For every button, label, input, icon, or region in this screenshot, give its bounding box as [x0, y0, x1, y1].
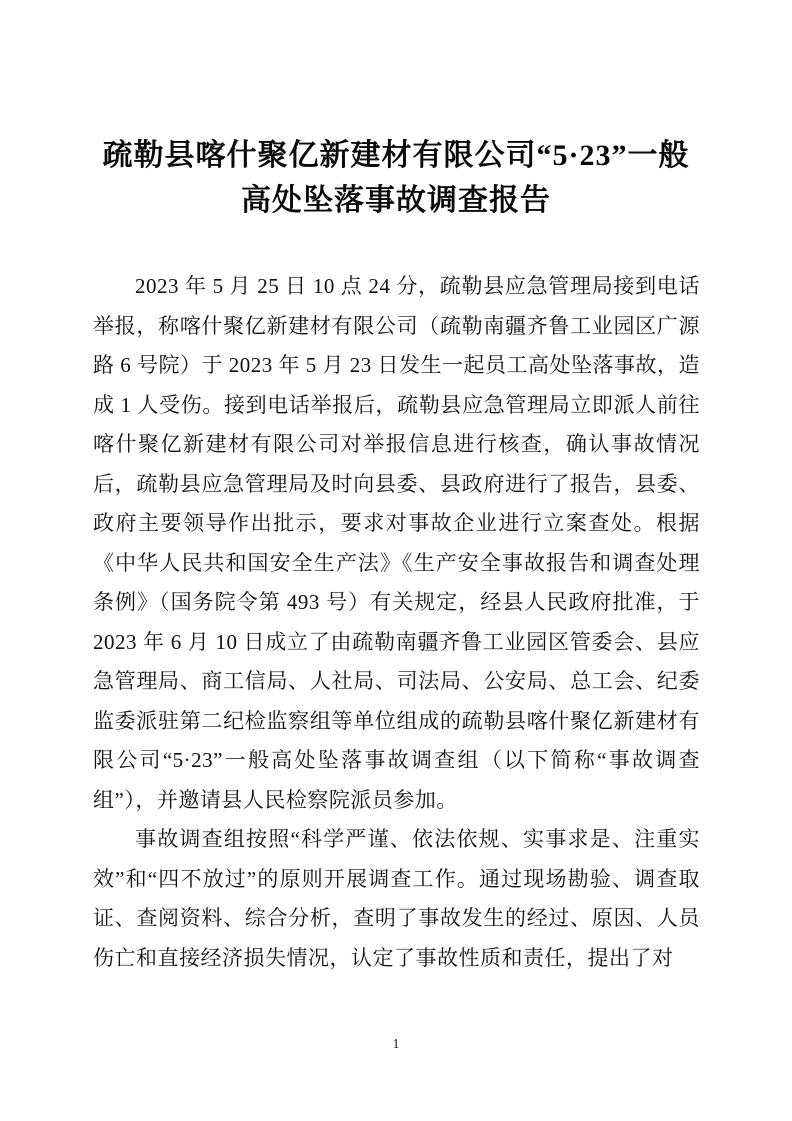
document-body	[93, 267, 700, 978]
page-number: 1	[392, 1037, 400, 1052]
paragraph-intro: 2023 年 5 月 25 日 10 点 24 分，疏勒县应急管理局接到电话举报，称喀什聚亿新建材有限公司（疏勒南疆齐鲁工业园区广源路 6 号院）于 2023 年 5 月 23 日发生一起员工高处坠落事故，造成 1 人受伤。接到电话举报后，疏勒县应急管理局立即派人前往喀什聚亿新建材有限公司对举报信息进行核查，确认事故情况后，疏勒县应急管理局及时向县委、县政府进行了报告，县委、政府主要领导作出批示，要求对事故企业进行立案查处。根据《中华人民共和国安全生产法》《生产安全事故报告和调查处理条例》（国务院令第 493 号）有关规定，经县人民政府批准，于 2023 年 6 月 10 日成立了由疏勒南疆齐鲁工业园区管委会、县应急管理局、商工信局、人社局、司法局、公安局、总工会、纪委监委派驻第二纪检监察组等单位组成的疏勒县喀什聚亿新建材有限公司“5·23”一般高处坠落事故调查组（以下简称“事故调查组”），并邀请县人民检察院派员参加。	[93, 274, 700, 812]
paragraph-investigation-principles: 事故调查组按照“科学严谨、依法依规、实事求是、注重实效”和“四不放过”的原则开展调查工作。通过现场勘验、调查取证、查阅资料、综合分析，查明了事故发生的经过、原因、人员伤亡和直接经济损失情况，认定了事故性质和责任，提出了对	[93, 827, 700, 970]
document-title: 疏勒县喀什聚亿新建材有限公司“5·23”一般高处坠落事故调查报告	[102, 139, 690, 217]
